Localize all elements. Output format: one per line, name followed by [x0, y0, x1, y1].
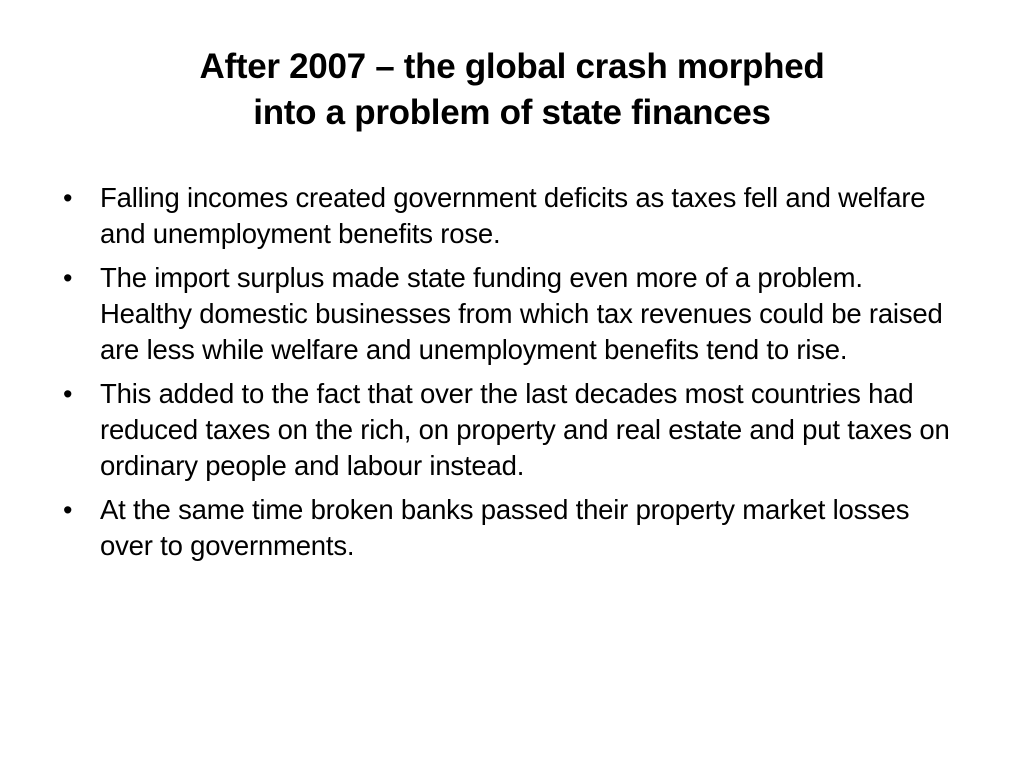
bullet-text: Falling incomes created government deficits as taxes fell and welfare and unemployment benefits rose. [100, 182, 926, 249]
bullet-dot-icon: • [63, 495, 73, 525]
slide-title [60, 44, 964, 136]
bullet-text: This added to the fact that over the last decades most countries had reduced taxes on the rich, on property and real estate and put taxes on ordinary people and labour instead. [100, 378, 950, 481]
title-line-2: into a problem of state finances [253, 93, 771, 132]
bullet-item [60, 376, 960, 484]
bullet-text: At the same time broken banks passed their property market losses over to governments. [100, 494, 910, 561]
title-line-1: After 2007 – the global crash morphed [199, 47, 825, 86]
bullet-dot-icon: • [63, 379, 73, 409]
bullet-dot-icon: • [63, 263, 73, 293]
bullet-text: The import surplus made state funding even more of a problem. Healthy domestic businesses from which tax revenues could be raised are less while welfare and unemployment benefits tend to rise. [100, 262, 943, 365]
bullet-dot-icon: • [63, 183, 73, 213]
bullet-list [60, 180, 960, 572]
bullet-item [60, 492, 960, 564]
bullet-item [60, 180, 960, 252]
bullet-item [60, 260, 960, 368]
